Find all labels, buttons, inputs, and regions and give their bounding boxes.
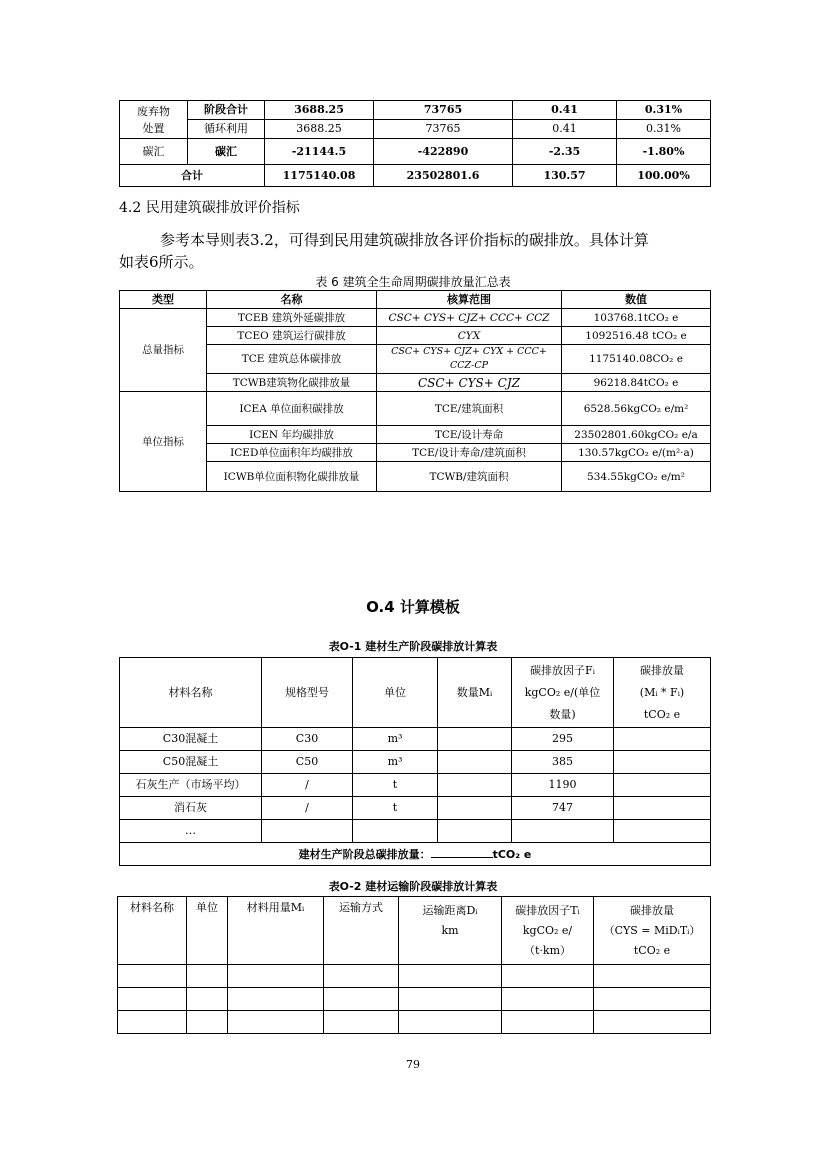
table-cell: 0.41 (513, 120, 617, 139)
header-line: （CYS = MiDᵢTᵢ） (603, 924, 701, 937)
table-row (120, 139, 711, 165)
table-cell: C30混凝土 (120, 728, 262, 751)
page-number: 79 (406, 1058, 420, 1071)
column-header: 类型 (120, 291, 207, 309)
table-cell: t (353, 797, 438, 820)
column-header: 数值 (562, 291, 711, 309)
header-line: (Mᵢ * Fᵢ) (639, 685, 685, 699)
table-cell[interactable] (438, 774, 512, 797)
category-cell (120, 101, 188, 139)
total-cell (120, 843, 711, 866)
table-row (120, 120, 711, 139)
table-cell: m³ (353, 728, 438, 751)
table-cell: TCE/设计寿命 (377, 426, 562, 444)
table-row (120, 820, 711, 843)
table-cell: TCEO 建筑运行碳排放 (207, 327, 377, 345)
table-cell[interactable] (614, 751, 711, 774)
header-line: 碳排放因子Fᵢ (530, 663, 595, 677)
total-blank-field[interactable] (431, 846, 493, 858)
table-cell: TCE/建筑面积 (377, 392, 562, 426)
table-cell[interactable] (118, 1011, 187, 1034)
group-label: 总量指标 (120, 309, 207, 392)
stage-total-label: 阶段合计 (188, 101, 265, 120)
table-cell: 0.31% (617, 101, 711, 120)
table-caption: 表O-1 建材生产阶段碳排放计算表 (328, 640, 498, 653)
table-cell: 碳汇 (188, 139, 265, 165)
table-cell: 23502801.60kgCO₂ e/a (562, 426, 711, 444)
table-cell[interactable] (438, 728, 512, 751)
table-cell: 747 (512, 797, 614, 820)
table-cell[interactable] (324, 965, 399, 988)
table-cell[interactable] (399, 1011, 502, 1034)
table-cell: 295 (512, 728, 614, 751)
table-cell[interactable] (324, 988, 399, 1011)
table-cell: C50混凝土 (120, 751, 262, 774)
table-cell: 1175140.08CO₂ e (562, 345, 711, 374)
table-cell: 73765 (374, 120, 513, 139)
table-cell[interactable] (399, 965, 502, 988)
table-cell: 3688.25 (265, 101, 374, 120)
table-cell: 96218.84tCO₂ e (562, 374, 711, 392)
table-cell: 130.57 (513, 165, 617, 187)
paragraph-line: 如表6所示。 (119, 253, 204, 271)
table-cell: 循环利用 (188, 120, 265, 139)
table-cell[interactable] (594, 988, 711, 1011)
table-row (120, 101, 711, 120)
header-line: 碳排放因子Tᵢ (515, 904, 580, 917)
table-cell: -21144.5 (265, 139, 374, 165)
table-cell: -2.35 (513, 139, 617, 165)
table-cell: 534.55kgCO₂ e/m² (562, 462, 711, 492)
table-cell[interactable] (438, 820, 512, 843)
cell-text: 处置 (142, 121, 165, 135)
column-header: 单位 (187, 897, 228, 965)
table-cell: 385 (512, 751, 614, 774)
table-cell[interactable] (187, 988, 228, 1011)
table-row (120, 774, 711, 797)
header-line: km (441, 924, 459, 937)
column-header: 材料名称 (118, 897, 187, 965)
table-cell (353, 820, 438, 843)
table-cell[interactable] (438, 751, 512, 774)
table-cell[interactable] (324, 1011, 399, 1034)
header-line: kgCO₂ e/(单位 (524, 685, 601, 699)
table-o2-material-transport-emission (117, 896, 711, 1034)
table-6-lifecycle-emission-summary (119, 290, 711, 492)
table-cell: -1.80% (617, 139, 711, 165)
table-cell[interactable] (118, 988, 187, 1011)
total-unit: tCO₂ e (492, 848, 532, 861)
column-header (512, 658, 614, 728)
table-cell: / (262, 774, 353, 797)
table-cell: 73765 (374, 101, 513, 120)
table-cell: 石灰生产（市场平均） (120, 774, 262, 797)
column-header: 规格型号 (262, 658, 353, 728)
table-cell[interactable] (594, 965, 711, 988)
table-cell: 0.31% (617, 120, 711, 139)
section-heading: 4.2 民用建筑碳排放评价指标 (119, 200, 300, 216)
column-header (399, 897, 502, 965)
table-cell: 6528.56kgCO₂ e/m² (562, 392, 711, 426)
paragraph-line: 参考本导则表3.2，可得到民用建筑碳排放各评价指标的碳排放。具体计算 (160, 231, 649, 249)
table-cell: / (262, 797, 353, 820)
table-caption: 表O-2 建材运输阶段碳排放计算表 (328, 880, 498, 893)
total-label: 建材生产阶段总碳排放量： (298, 848, 431, 861)
table-cell: -422890 (374, 139, 513, 165)
table-cell: CSC+ CYS+ CJZ (377, 374, 562, 392)
table-cell[interactable] (118, 965, 187, 988)
table-cell[interactable] (502, 988, 594, 1011)
table-cell: ICEN 年均碳排放 (207, 426, 377, 444)
table-row (120, 309, 711, 327)
header-line: 运输距离Dᵢ (422, 904, 478, 917)
header-line: tCO₂ e (633, 944, 671, 957)
column-header: 运输方式 (324, 897, 399, 965)
table-cell[interactable] (228, 988, 324, 1011)
table-header-row (118, 897, 711, 965)
column-header: 材料用量Mᵢ (228, 897, 324, 965)
table-cell: 1092516.48 tCO₂ e (562, 327, 711, 345)
table-cell[interactable] (594, 1011, 711, 1034)
header-line: tCO₂ e (643, 707, 681, 721)
table-row (120, 751, 711, 774)
table-cell[interactable] (502, 1011, 594, 1034)
header-line: 碳排放量 (640, 663, 684, 677)
header-line: 数量) (549, 707, 576, 721)
table-cell[interactable] (502, 965, 594, 988)
column-header: 核算范围 (377, 291, 562, 309)
table-cell: … (120, 820, 262, 843)
header-line: 碳排放量 (630, 904, 674, 917)
header-line: kgCO₂ e/ (522, 924, 573, 937)
table-cell[interactable] (438, 797, 512, 820)
table-cell[interactable] (614, 820, 711, 843)
table-cell: 103768.1tCO₂ e (562, 309, 711, 327)
table-cell: CYX (377, 327, 562, 345)
table-row (120, 374, 711, 392)
table-row (118, 1011, 711, 1034)
table-row (120, 392, 711, 426)
table-cell: C30 (262, 728, 353, 751)
table-cell: 100.00% (617, 165, 711, 187)
table-row (120, 797, 711, 820)
table-cell: CSC+ CYS+ CJZ+ CYX + CCC+ CCZ-CP (377, 345, 562, 374)
column-header: 名称 (207, 291, 377, 309)
table-row (120, 327, 711, 345)
column-header (614, 658, 711, 728)
header-line: （t·km） (523, 944, 571, 957)
table-row (120, 462, 711, 492)
table-cell: 1175140.08 (265, 165, 374, 187)
section-heading-o4: O.4 计算模板 (366, 598, 460, 616)
column-header: 数量Mᵢ (438, 658, 512, 728)
cell-text: 废弃物 (137, 104, 170, 118)
table-cell (512, 820, 614, 843)
table-row (118, 988, 711, 1011)
table-cell: C50 (262, 751, 353, 774)
table-cell (262, 820, 353, 843)
table-cell: TCE 建筑总体碳排放 (207, 345, 377, 374)
table-row (118, 965, 711, 988)
table-row (120, 345, 711, 374)
table-cell[interactable] (187, 1011, 228, 1034)
table-row (120, 426, 711, 444)
table-cell[interactable] (228, 965, 324, 988)
table-cell: TCWB/建筑面积 (377, 462, 562, 492)
table-cell: ICED单位面积年均碳排放 (207, 444, 377, 462)
table-cell: 碳汇 (120, 139, 188, 165)
table-caption: 表 6 建筑全生命周期碳排放量汇总表 (315, 275, 511, 289)
group-label: 单位指标 (120, 392, 207, 492)
table-row (120, 444, 711, 462)
table-cell: 130.57kgCO₂ e/(m²·a) (562, 444, 711, 462)
table-cell: 23502801.6 (374, 165, 513, 187)
column-header (502, 897, 594, 965)
table-cell[interactable] (228, 1011, 324, 1034)
table-cell: TCE/设计寿命/建筑面积 (377, 444, 562, 462)
table-cell[interactable] (614, 797, 711, 820)
column-header (594, 897, 711, 965)
table-o1-material-production-emission (119, 657, 711, 866)
total-row (120, 843, 711, 866)
table-cell: ICEA 单位面积碳排放 (207, 392, 377, 426)
table-cell[interactable] (399, 988, 502, 1011)
table-header-row (120, 658, 711, 728)
table-cell: m³ (353, 751, 438, 774)
table-cell: CSC+ CYS+ CJZ+ CCC+ CCZ (377, 309, 562, 327)
table-header-row (120, 291, 711, 309)
column-header: 材料名称 (120, 658, 262, 728)
table-cell: TCWB建筑物化碳排放量 (207, 374, 377, 392)
table-row (120, 728, 711, 751)
table-cell[interactable] (614, 774, 711, 797)
table-cell: 1190 (512, 774, 614, 797)
table-cell: ICWB单位面积物化碳排放量 (207, 462, 377, 492)
table-cell: 3688.25 (265, 120, 374, 139)
summary-table-continuation (119, 100, 711, 187)
table-cell: 0.41 (513, 101, 617, 120)
table-cell[interactable] (614, 728, 711, 751)
table-cell: 消石灰 (120, 797, 262, 820)
table-cell[interactable] (187, 965, 228, 988)
table-row (120, 165, 711, 187)
grand-total-label: 合计 (120, 165, 265, 187)
table-cell: TCEB 建筑外延碳排放 (207, 309, 377, 327)
table-cell: t (353, 774, 438, 797)
column-header: 单位 (353, 658, 438, 728)
